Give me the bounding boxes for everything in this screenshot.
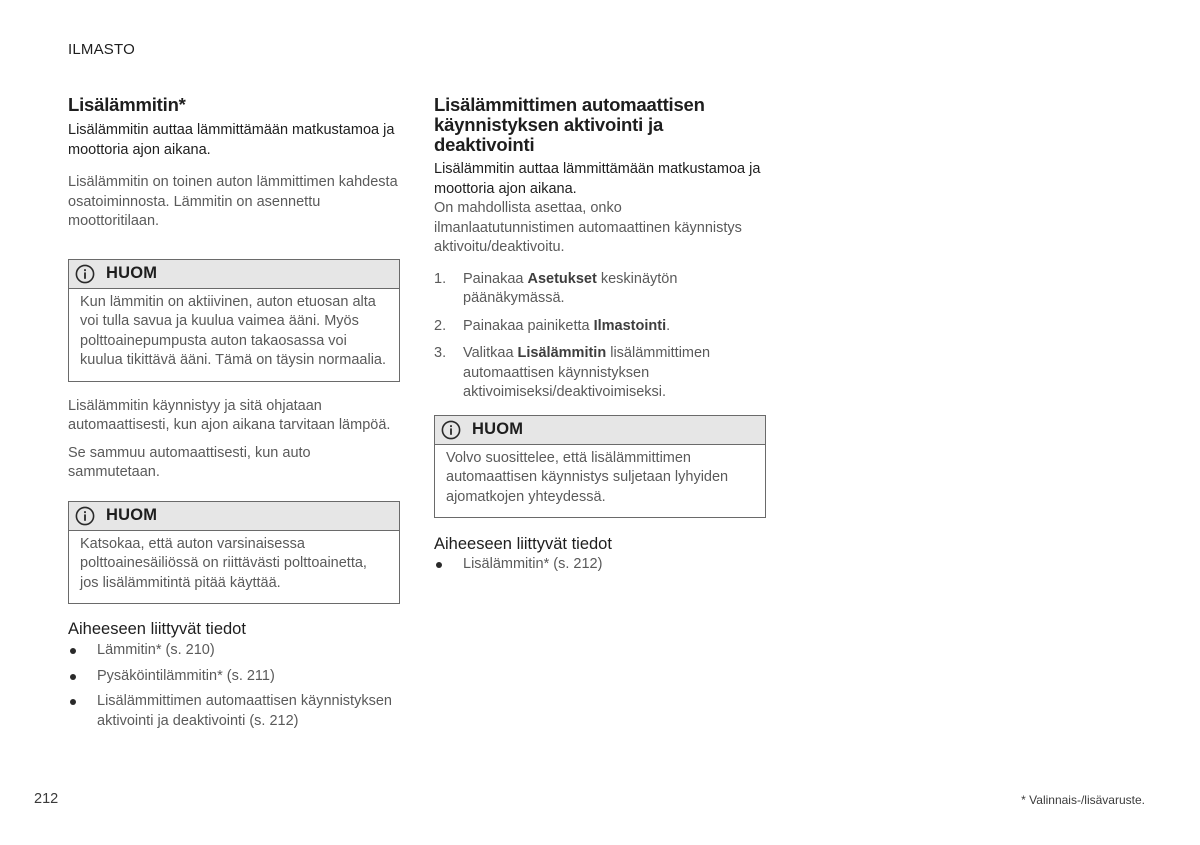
step-item xyxy=(434,270,766,309)
section-label: ILMASTO xyxy=(68,41,135,58)
article-lead: Lisälämmitin auttaa lämmittämään matkustamoa ja moottoria ajon aikana. xyxy=(68,122,395,158)
footnote: * Valinnais-/lisävaruste. xyxy=(1021,793,1145,807)
note-text: Volvo suosittelee, että lisälämmittimen automaattisen käynnistys suljetaan lyhyiden ajomatkojen yhteydessä. xyxy=(446,449,729,505)
note-text: Kun lämmitin on aktiivinen, auton etuosan alta voi tulla savua ja kuulua vaimea ääni. Myös polttoainepumpusta auton takaosassa voi kuulua tikittävä ääni. Tämä on täysin normaalia. xyxy=(80,293,387,368)
paragraph: Lisälämmitin käynnistyy ja sitä ohjataan automaattisesti, kun ajon aikana tarvitaan lämpöä. xyxy=(68,397,391,433)
related-link[interactable]: Lisälämmitin* (s. 212) xyxy=(434,555,766,575)
note-header xyxy=(435,416,765,445)
info-icon xyxy=(75,506,95,526)
note-box xyxy=(434,415,766,519)
step-number: 1. xyxy=(434,270,447,287)
step-text: Painakaa Asetukset keskinäytön päänäkymässä. xyxy=(463,270,678,306)
related-link[interactable]: Lämmitin* (s. 210) xyxy=(68,641,400,661)
step-number: 2. xyxy=(434,317,447,334)
page-number: 212 xyxy=(34,791,59,807)
note-title: HUOM xyxy=(106,506,158,524)
left-column xyxy=(68,95,400,737)
related-heading: Aiheeseen liittyvät tiedot xyxy=(434,535,612,553)
right-column xyxy=(434,95,766,581)
steps-list xyxy=(434,270,766,403)
info-icon xyxy=(441,420,461,440)
paragraph: Lisälämmitin on toinen auton lämmittimen kahdesta osatoiminnosta. Lämmitin on asennettu moottoritilaan. xyxy=(68,174,398,229)
note-box xyxy=(68,501,400,605)
related-list xyxy=(68,641,400,731)
paragraph: Se sammuu automaattisesti, kun auto sammutetaan. xyxy=(68,444,311,480)
step-number: 3. xyxy=(434,345,447,361)
note-box xyxy=(68,259,400,382)
note-title: HUOM xyxy=(472,420,524,438)
related-list xyxy=(434,555,766,575)
paragraph: On mahdollista asettaa, onko ilmanlaatutunnistimen automaattinen käynnistys aktivoitu/deaktivoitu. xyxy=(434,200,742,255)
step-text: Valitkaa Lisälämmitin lisälämmittimen automaattisen käynnistyksen aktivoimiseksi/deaktivoimiseksi. xyxy=(463,345,711,400)
ui-term: Ilmastointi xyxy=(593,317,667,334)
step-text: Painakaa painiketta Ilmastointi. xyxy=(463,317,671,334)
related-heading: Aiheeseen liittyvät tiedot xyxy=(68,620,246,638)
article-lead: Lisälämmitin auttaa lämmittämään matkustamoa ja moottoria ajon aikana. xyxy=(434,161,761,197)
article-title: Lisälämmitin* xyxy=(68,94,186,115)
note-title: HUOM xyxy=(106,264,158,282)
related-link[interactable]: Pysäköintilämmitin* (s. 211) xyxy=(68,667,400,687)
note-header xyxy=(69,260,399,289)
ui-term: Asetukset xyxy=(527,270,597,287)
note-header xyxy=(69,502,399,531)
info-icon xyxy=(75,264,95,284)
step-item xyxy=(434,344,766,403)
step-item xyxy=(434,317,766,337)
ui-term: Lisälämmitin xyxy=(517,345,607,361)
note-text: Katsokaa, että auton varsinaisessa polttoainesäiliössä on riittävästi polttoainetta, jos lisälämmitintä pitää käyttää. xyxy=(80,535,367,591)
article-title: Lisälämmittimen automaattisen käynnistyksen aktivointi ja deaktivointi xyxy=(434,94,705,155)
related-link[interactable]: Lisälämmittimen automaattisen käynnistyksen aktivointi ja deaktivointi (s. 212) xyxy=(68,692,400,731)
